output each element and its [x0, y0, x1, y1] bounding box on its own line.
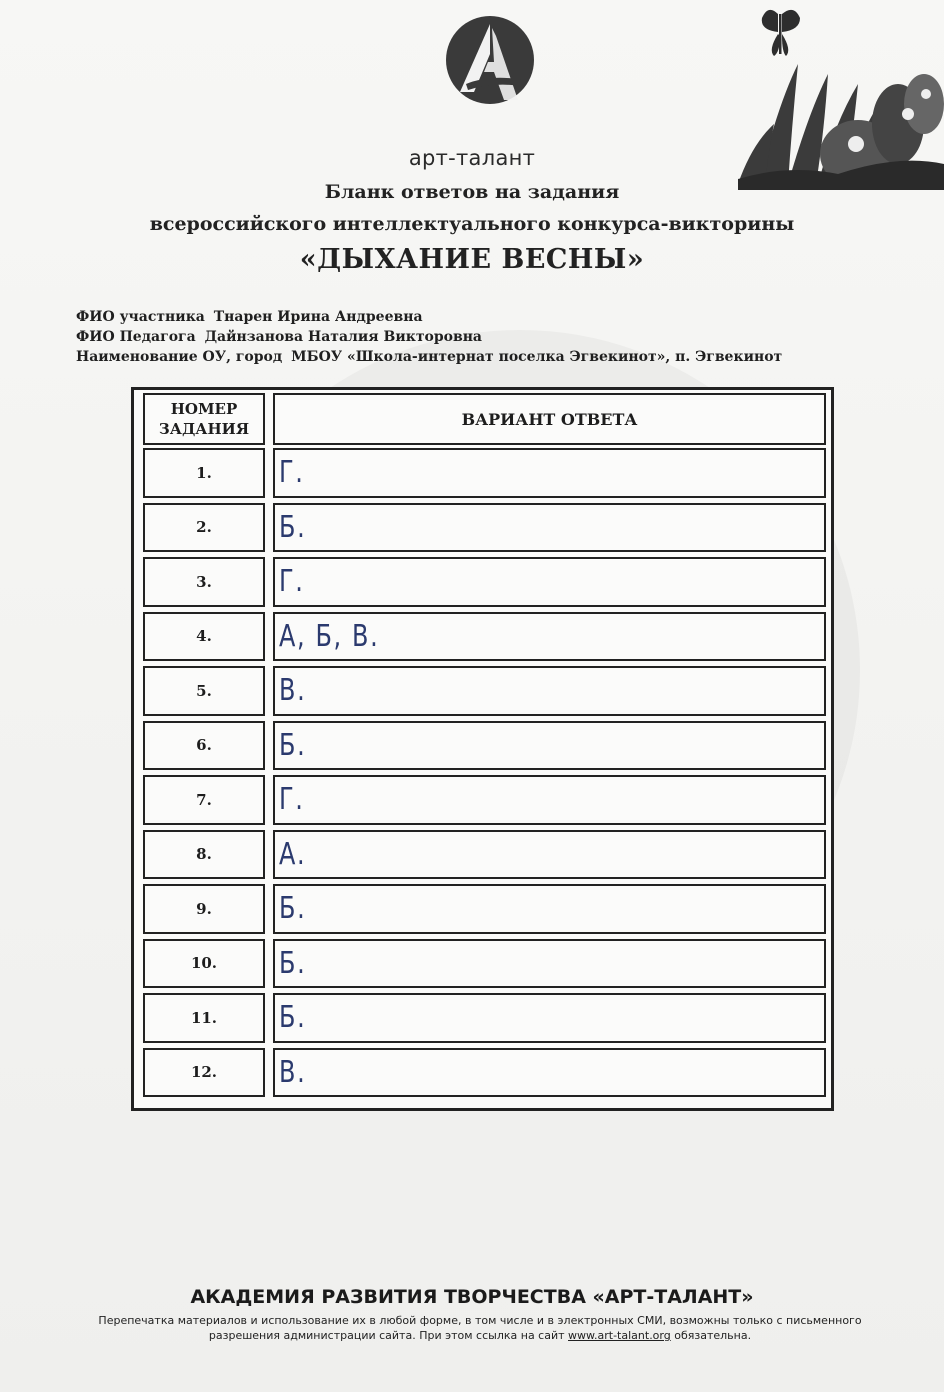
handwritten-answer: Б. — [279, 727, 307, 763]
task-number: 4. — [143, 612, 265, 662]
table-row — [143, 612, 826, 662]
participant-label: ФИО участника — [76, 309, 205, 325]
table-row — [143, 721, 826, 771]
answer-table — [131, 387, 834, 1111]
form-subtitle: всероссийского интеллектуального конкурса-викторины — [149, 213, 795, 235]
handwritten-answer: Б. — [279, 1000, 307, 1036]
answer-cell — [273, 775, 826, 825]
task-number: 5. — [143, 666, 265, 716]
handwritten-answer: Б. — [279, 891, 307, 927]
table-row — [143, 666, 826, 716]
handwritten-answer: А, Б, В. — [279, 618, 380, 654]
contest-name: «ДЫХАНИЕ ВЕСНЫ» — [299, 244, 645, 275]
answer-cell — [273, 993, 826, 1043]
footer-note-text: Перепечатка материалов и использование их в любой форме, в том числе и в электронных СМИ, возможны только с письменного разрешения администрации сайта. При этом ссылка на сайт — [98, 1314, 862, 1342]
footer-title: АКАДЕМИЯ РАЗВИТИЯ ТВОРЧЕСТВА «АРТ-ТАЛАНТ» — [190, 1286, 754, 1308]
table-row — [143, 939, 826, 989]
task-number: 3. — [143, 557, 265, 607]
table-row — [143, 830, 826, 880]
handwritten-answer: В. — [279, 1054, 307, 1090]
answer-cell — [273, 884, 826, 934]
answer-cell — [273, 830, 826, 880]
answer-cell — [273, 503, 826, 553]
school-value: МБОУ «Школа-интернат поселка Эгвекинот», п. Эгвекинот — [291, 349, 783, 365]
handwritten-answer: В. — [279, 673, 307, 709]
table-row — [143, 503, 826, 553]
table-row — [143, 1048, 826, 1098]
table-row — [143, 775, 826, 825]
handwritten-answer: Б. — [279, 945, 307, 981]
teacher-value: Дайнзанова Наталия Викторовна — [204, 329, 483, 345]
answer-cell — [273, 721, 826, 771]
answer-cell — [273, 557, 826, 607]
answer-cell — [273, 939, 826, 989]
task-number: 12. — [143, 1048, 265, 1098]
school-label: Наименование ОУ, город — [76, 349, 283, 365]
task-number: 6. — [143, 721, 265, 771]
handwritten-answer: Г. — [279, 455, 305, 491]
column-header-number-line2: ЗАДАНИЯ — [158, 420, 250, 438]
column-header-number-line1: НОМЕР — [170, 400, 238, 418]
teacher-line — [76, 329, 482, 345]
table-header — [143, 393, 826, 445]
handwritten-answer: Г. — [279, 782, 305, 818]
task-number: 11. — [143, 993, 265, 1043]
art-talant-logo-icon — [444, 14, 536, 136]
participant-line — [76, 309, 423, 325]
table-row — [143, 993, 826, 1043]
participant-value: Тнарен Ирина Андреевна — [213, 309, 423, 325]
school-line — [76, 349, 782, 365]
brand-name: арт-талант — [408, 146, 536, 170]
task-number: 1. — [143, 448, 265, 498]
table-row — [143, 884, 826, 934]
footer-note-end: обязательна. — [674, 1329, 752, 1342]
teacher-label: ФИО Педагога — [76, 329, 196, 345]
column-header-number — [143, 393, 265, 445]
table-row — [143, 448, 826, 498]
task-number: 10. — [143, 939, 265, 989]
footer-note — [90, 1313, 870, 1343]
answer-cell — [273, 1048, 826, 1098]
handwritten-answer: Г. — [279, 564, 305, 600]
answer-cell — [273, 448, 826, 498]
answer-cell — [273, 666, 826, 716]
column-header-answer: ВАРИАНТ ОТВЕТА — [273, 393, 826, 445]
form-title: Бланк ответов на задания — [324, 181, 620, 203]
footer-link[interactable]: www.art-talant.org — [568, 1329, 671, 1342]
butterfly-flowers-icon — [738, 4, 944, 194]
table-row — [143, 557, 826, 607]
task-number: 2. — [143, 503, 265, 553]
handwritten-answer: Б. — [279, 509, 307, 545]
answer-cell — [273, 612, 826, 662]
task-number: 8. — [143, 830, 265, 880]
task-number: 7. — [143, 775, 265, 825]
handwritten-answer: А. — [279, 836, 307, 872]
task-number: 9. — [143, 884, 265, 934]
